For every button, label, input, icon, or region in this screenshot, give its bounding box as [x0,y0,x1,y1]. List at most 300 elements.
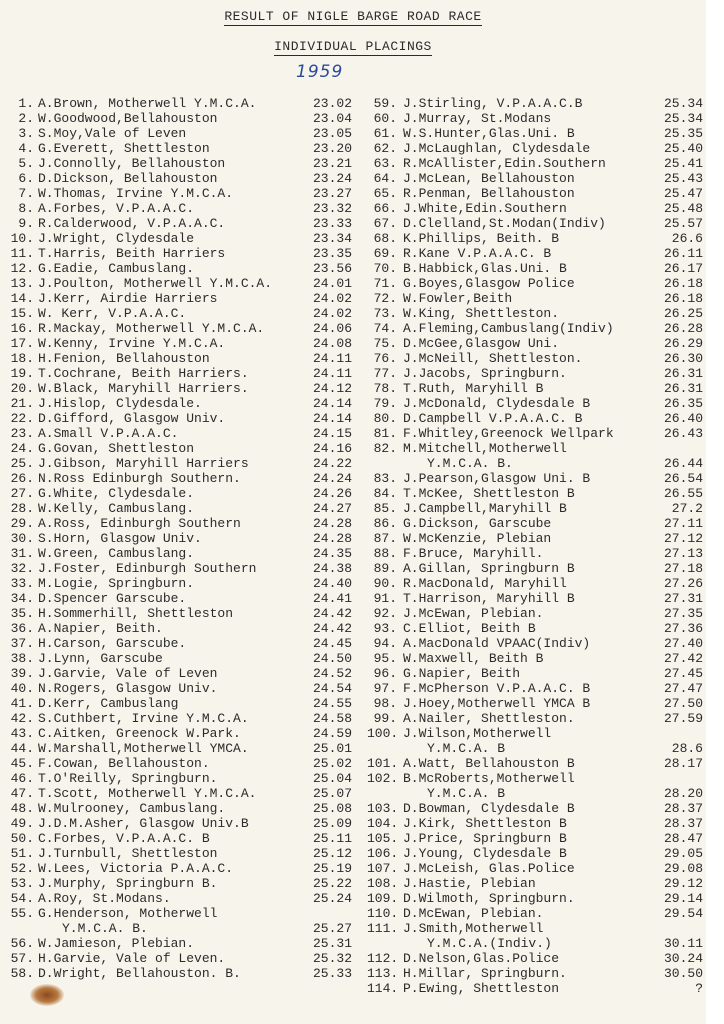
finish-time: 26.30 [663,351,703,366]
placing-row [367,621,703,636]
runner-name-club: J.Hoey,Motherwell YMCA B [403,696,591,711]
finish-time: 27.50 [663,696,703,711]
finish-time: 24.14 [312,396,352,411]
finish-time: 30.50 [663,966,703,981]
finish-time: 24.41 [312,591,352,606]
placing-number: 59. [373,96,397,111]
placing-row [367,861,703,876]
placing-row [2,456,352,471]
finish-time: 26.55 [663,486,703,501]
placing-number: 39. [10,666,34,681]
placing-row [2,771,352,786]
finish-time: 24.24 [312,471,352,486]
placing-row [2,141,352,156]
finish-time: 28.37 [663,816,703,831]
placing-number: 28. [10,501,34,516]
finish-time: 26.43 [663,426,703,441]
placing-number: 52. [10,861,34,876]
runner-name-club: R.McAllister,Edin.Southern [403,156,606,171]
runner-name-club: W.Fowler,Beith [403,291,513,306]
placing-row [2,726,352,741]
placing-row [2,906,352,936]
placing-number: 27. [10,486,34,501]
placing-row [367,111,703,126]
finish-time: 29.14 [663,891,703,906]
placing-row [2,111,352,126]
placing-number: 91. [373,591,397,606]
placing-number: 31. [10,546,34,561]
placing-number: 72. [373,291,397,306]
placing-number: 105. [367,831,399,846]
placing-row [367,636,703,651]
finish-time: 23.56 [312,261,352,276]
placing-number: 94. [373,636,397,651]
placing-row [367,966,703,981]
finish-time: 25.48 [663,201,703,216]
runner-name-club: W.S.Hunter,Glas.Uni. B [403,126,575,141]
placing-number: 77. [373,366,397,381]
finish-time: 26.40 [663,411,703,426]
runner-name-club: D.McGee,Glasgow Uni. [403,336,560,351]
runner-name-club: G.Dickson, Garscube [403,516,552,531]
placing-number: 53. [10,876,34,891]
placing-row [367,576,703,591]
placing-row [2,366,352,381]
placing-row [367,171,703,186]
runner-name-club: T.Ruth, Maryhill B [403,381,544,396]
placing-row [367,216,703,231]
placing-number: 46. [10,771,34,786]
placing-row [2,591,352,606]
finish-time: 24.42 [312,606,352,621]
runner-name-club: J.Campbell,Maryhill B [403,501,567,516]
placing-number: 114. [367,981,399,996]
placing-row [2,831,352,846]
placing-row [367,651,703,666]
finish-time: 24.02 [312,306,352,321]
placing-number: 37. [10,636,34,651]
finish-time: 28.47 [663,831,703,846]
placing-number: 97. [373,681,397,696]
finish-time: 27.2 [671,501,703,516]
runner-name-club: W.Lees, Victoria P.A.A.C. [38,861,234,876]
runner-name-club: D.McEwan, Plebian. [403,906,544,921]
placing-number: 73. [373,306,397,321]
runner-name-club: G.Govan, Shettleston [38,441,195,456]
runner-name-club: S.Horn, Glasgow Univ. [38,531,202,546]
placing-number: 32. [10,561,34,576]
runner-name-club: T.O'Reilly, Springburn. [38,771,218,786]
finish-time: 24.02 [312,291,352,306]
finish-time: 27.59 [663,711,703,726]
runner-name-club: F.Cowan, Bellahouston. [38,756,210,771]
finish-time: 23.32 [312,201,352,216]
runner-name-club: J.Foster, Edinburgh Southern [38,561,257,576]
placing-number: 87. [373,531,397,546]
runner-name-club: T.Harris, Beith Harriers [38,246,226,261]
runner-name-club: R.Penman, Bellahouston [403,186,575,201]
finish-time: 24.01 [312,276,352,291]
placing-number: 89. [373,561,397,576]
finish-time: 24.45 [312,636,352,651]
placing-row [367,921,703,951]
finish-time: 24.40 [312,576,352,591]
runner-name-club: D.Dickson, Bellahouston [38,171,218,186]
finish-time: 23.27 [312,186,352,201]
runner-club-continued: Y.M.C.A. B. [62,921,148,936]
runner-name-club: G.Napier, Beith [403,666,521,681]
runner-name-club: W.Green, Cambuslang. [38,546,195,561]
placing-row [2,201,352,216]
runner-name-club: D.Wright, Bellahouston. B. [38,966,241,981]
placing-number: 86. [373,516,397,531]
finish-time: 26.25 [663,306,703,321]
placing-row [2,711,352,726]
runner-name-club: D.Bowman, Clydesdale B [403,801,575,816]
placing-row [367,981,703,996]
placing-number: 63. [373,156,397,171]
finish-time: 25.40 [663,141,703,156]
runner-name-club: D.Clelland,St.Modan(Indiv) [403,216,606,231]
runner-name-club: J.Hislop, Clydesdale. [38,396,202,411]
placing-row [2,606,352,621]
placing-row [2,666,352,681]
placing-row [2,576,352,591]
finish-time: 24.14 [312,411,352,426]
placing-row [2,861,352,876]
runner-name-club: G.Boyes,Glasgow Police [403,276,575,291]
placing-row [367,891,703,906]
placing-number: 35. [10,606,34,621]
placing-number: 12. [10,261,34,276]
handwritten-year: 1959 [296,62,344,82]
document-title-text: RESULT OF NIGLE BARGE ROAD RACE [224,9,482,24]
placing-number: 14. [10,291,34,306]
placing-number: 9. [18,216,34,231]
runner-name-club: T.Cochrane, Beith Harriers. [38,366,249,381]
placing-number: 18. [10,351,34,366]
finish-time: 23.04 [312,111,352,126]
runner-name-club: G.Eadie, Cambuslang. [38,261,195,276]
runner-name-club: A.Watt, Bellahouston B [403,756,575,771]
runner-name-club: F.Bruce, Maryhill. [403,546,544,561]
finish-time: 25.35 [663,126,703,141]
placing-number: 110. [367,906,399,921]
placing-row [367,96,703,111]
placing-number: 62. [373,141,397,156]
finish-time: 23.35 [312,246,352,261]
placing-row [367,726,703,756]
placing-number: 24. [10,441,34,456]
finish-time: 26.35 [663,396,703,411]
placing-row [367,336,703,351]
runner-name-club: J.McLean, Bellahouston [403,171,575,186]
placing-number: 79. [373,396,397,411]
placing-row [367,141,703,156]
placing-row [367,441,703,471]
placing-number: 4. [18,141,34,156]
finish-time: 24.27 [312,501,352,516]
page-margin [706,0,724,1024]
finish-time: 24.55 [312,696,352,711]
placing-number: 29. [10,516,34,531]
runner-name-club: J.Kerr, Airdie Harriers [38,291,218,306]
finish-time: 28.17 [663,756,703,771]
placing-number: 80. [373,411,397,426]
finish-time: 30.24 [663,951,703,966]
runner-name-club: A.Roy, St.Modans. [38,891,171,906]
placing-number: 42. [10,711,34,726]
finish-time: 23.33 [312,216,352,231]
runner-name-club: T.McKee, Shettleston B [403,486,575,501]
placing-row [2,306,352,321]
placing-row [367,351,703,366]
finish-time: 29.05 [663,846,703,861]
placing-row [367,951,703,966]
finish-time: 26.11 [663,246,703,261]
runner-name-club: D.Spencer Garscube. [38,591,187,606]
finish-time: 23.02 [312,96,352,111]
placing-number: 15. [10,306,34,321]
runner-club-continued: Y.M.C.A.(Indiv.) [427,936,552,951]
placing-number: 76. [373,351,397,366]
placing-number: 19. [10,366,34,381]
placing-row [367,831,703,846]
finish-time: 24.08 [312,336,352,351]
finish-time: 25.01 [312,741,352,756]
finish-time: 24.28 [312,531,352,546]
runner-club-continued: Y.M.C.A. B [427,786,506,801]
placing-number: 16. [10,321,34,336]
placing-row [367,276,703,291]
placing-number: 6. [18,171,34,186]
placing-row [2,336,352,351]
placing-row [367,546,703,561]
placing-row [2,876,352,891]
placing-row [367,561,703,576]
document-title [0,9,706,24]
finish-time: 25.47 [663,186,703,201]
runner-name-club: J.Lynn, Garscube [38,651,163,666]
placing-row [367,756,703,771]
finish-time: 25.24 [312,891,352,906]
runner-name-club: C.Elliot, Beith B [403,621,536,636]
placing-row [2,846,352,861]
placing-row [367,681,703,696]
finish-time: 27.12 [663,531,703,546]
placing-row [2,786,352,801]
runner-name-club: J.Jacobs, Springburn. [403,366,567,381]
runner-name-club: A.Ross, Edinburgh Southern [38,516,241,531]
placing-row [2,381,352,396]
placing-number: 56. [10,936,34,951]
placing-row [2,636,352,651]
placing-number: 23. [10,426,34,441]
placing-row [367,471,703,486]
runner-name-club: A.Forbes, V.P.A.A.C. [38,201,195,216]
runner-name-club: A.Napier, Beith. [38,621,163,636]
finish-time: 24.12 [312,381,352,396]
finish-time: 25.19 [312,861,352,876]
placing-row [367,396,703,411]
placing-number: 99. [373,711,397,726]
placing-number: 102. [367,771,399,786]
placing-number: 113. [367,966,399,981]
runner-name-club: J.McLaughlan, Clydesdale [403,141,591,156]
runner-name-club: T.Scott, Motherwell Y.M.C.A. [38,786,257,801]
document-subtitle-text: INDIVIDUAL PLACINGS [274,39,432,54]
runner-name-club: A.Fleming,Cambuslang(Indiv) [403,321,614,336]
runner-name-club: J.Wright, Clydesdale [38,231,195,246]
finish-time: 27.13 [663,546,703,561]
finish-time: 27.36 [663,621,703,636]
finish-time: 24.58 [312,711,352,726]
runner-name-club: A.Gillan, Springburn B [403,561,575,576]
placing-number: 111. [367,921,399,936]
runner-name-club: J.McLeish, Glas.Police [403,861,575,876]
runner-name-club: R.Kane V.P.A.A.C. B [403,246,552,261]
finish-time: 23.20 [312,141,352,156]
runner-name-club: W.King, Shettleston. [403,306,560,321]
placings-column-left [2,96,352,981]
runner-name-club: J.Smith,Motherwell [403,921,544,936]
runner-name-club: W.Kelly, Cambuslang. [38,501,195,516]
runner-club-continued: Y.M.C.A. B. [427,456,513,471]
runner-name-club: K.Phillips, Beith. B [403,231,560,246]
runner-name-club: W.Kenny, Irvine Y.M.C.A. [38,336,226,351]
placing-row [367,306,703,321]
placing-number: 17. [10,336,34,351]
placing-row [367,591,703,606]
placing-row [2,246,352,261]
placing-row [2,396,352,411]
finish-time: 24.28 [312,516,352,531]
placing-number: 88. [373,546,397,561]
runner-name-club: R.Calderwood, V.P.A.A.C. [38,216,226,231]
placing-number: 25. [10,456,34,471]
placing-number: 58. [10,966,34,981]
placing-row [2,891,352,906]
placing-number: 51. [10,846,34,861]
runner-name-club: B.McRoberts,Motherwell [403,771,575,786]
finish-time: 29.54 [663,906,703,921]
runner-name-club: J.Murphy, Springburn B. [38,876,218,891]
placing-number: 3. [18,126,34,141]
placing-number: 95. [373,651,397,666]
runner-name-club: J.Gibson, Maryhill Harriers [38,456,249,471]
placing-number: 11. [10,246,34,261]
placing-row [2,501,352,516]
placing-number: 54. [10,891,34,906]
placing-number: 26. [10,471,34,486]
placing-row [367,846,703,861]
placing-row [2,696,352,711]
runner-name-club: J.Poulton, Motherwell Y.M.C.A. [38,276,273,291]
placing-row [2,321,352,336]
finish-time: 23.24 [312,171,352,186]
placing-row [2,216,352,231]
runner-name-club: D.Kerr, Cambuslang [38,696,179,711]
finish-time: ? [695,981,703,996]
finish-time: 25.22 [312,876,352,891]
placing-number: 41. [10,696,34,711]
placing-number: 49. [10,816,34,831]
placing-row [367,156,703,171]
placing-row [2,261,352,276]
placing-number: 48. [10,801,34,816]
runner-name-club: J.D.M.Asher, Glasgow Univ.B [38,816,249,831]
finish-time: 24.22 [312,456,352,471]
finish-time: 24.59 [312,726,352,741]
runner-name-club: J.Price, Springburn B [403,831,567,846]
finish-time: 25.43 [663,171,703,186]
placing-row [2,801,352,816]
finish-time: 24.15 [312,426,352,441]
finish-time: 23.21 [312,156,352,171]
placing-number: 47. [10,786,34,801]
paper-stain [30,984,64,1006]
placing-number: 68. [373,231,397,246]
placing-row [367,186,703,201]
placing-row [367,246,703,261]
placing-number: 38. [10,651,34,666]
placing-row [367,666,703,681]
placing-row [2,516,352,531]
finish-time: 28.37 [663,801,703,816]
finish-time: 26.28 [663,321,703,336]
placing-number: 43. [10,726,34,741]
runner-name-club: D.Campbell V.P.A.A.C. B [403,411,583,426]
placing-row [2,966,352,981]
finish-time: 25.34 [663,111,703,126]
placing-row [2,681,352,696]
placing-number: 93. [373,621,397,636]
finish-time: 23.05 [312,126,352,141]
runner-name-club: W.McKenzie, Plebian [403,531,552,546]
placing-row [367,381,703,396]
placing-row [367,876,703,891]
finish-time: 26.18 [663,291,703,306]
placing-number: 69. [373,246,397,261]
runner-name-club: M.Mitchell,Motherwell [403,441,567,456]
placing-number: 50. [10,831,34,846]
runner-name-club: H.Sommerhill, Shettleston [38,606,234,621]
runner-name-club: G.Everett, Shettleston [38,141,210,156]
placing-row [2,546,352,561]
runner-name-club: J.Garvie, Vale of Leven [38,666,218,681]
finish-time: 24.06 [312,321,352,336]
placing-number: 7. [18,186,34,201]
placing-row [367,486,703,501]
runner-name-club: J.Wilson,Motherwell [403,726,552,741]
finish-time: 23.34 [312,231,352,246]
placing-number: 65. [373,186,397,201]
placing-row [367,711,703,726]
runner-club-continued: Y.M.C.A. B [427,741,506,756]
finish-time: 29.12 [663,876,703,891]
runner-name-club: W.Thomas, Irvine Y.M.C.A. [38,186,234,201]
placing-number: 100. [367,726,399,741]
finish-time: 25.41 [663,156,703,171]
finish-time: 24.52 [312,666,352,681]
finish-time: 25.04 [312,771,352,786]
placing-row [2,171,352,186]
finish-time: 27.47 [663,681,703,696]
placing-number: 45. [10,756,34,771]
placing-row [2,156,352,171]
placing-row [2,486,352,501]
placing-row [367,816,703,831]
